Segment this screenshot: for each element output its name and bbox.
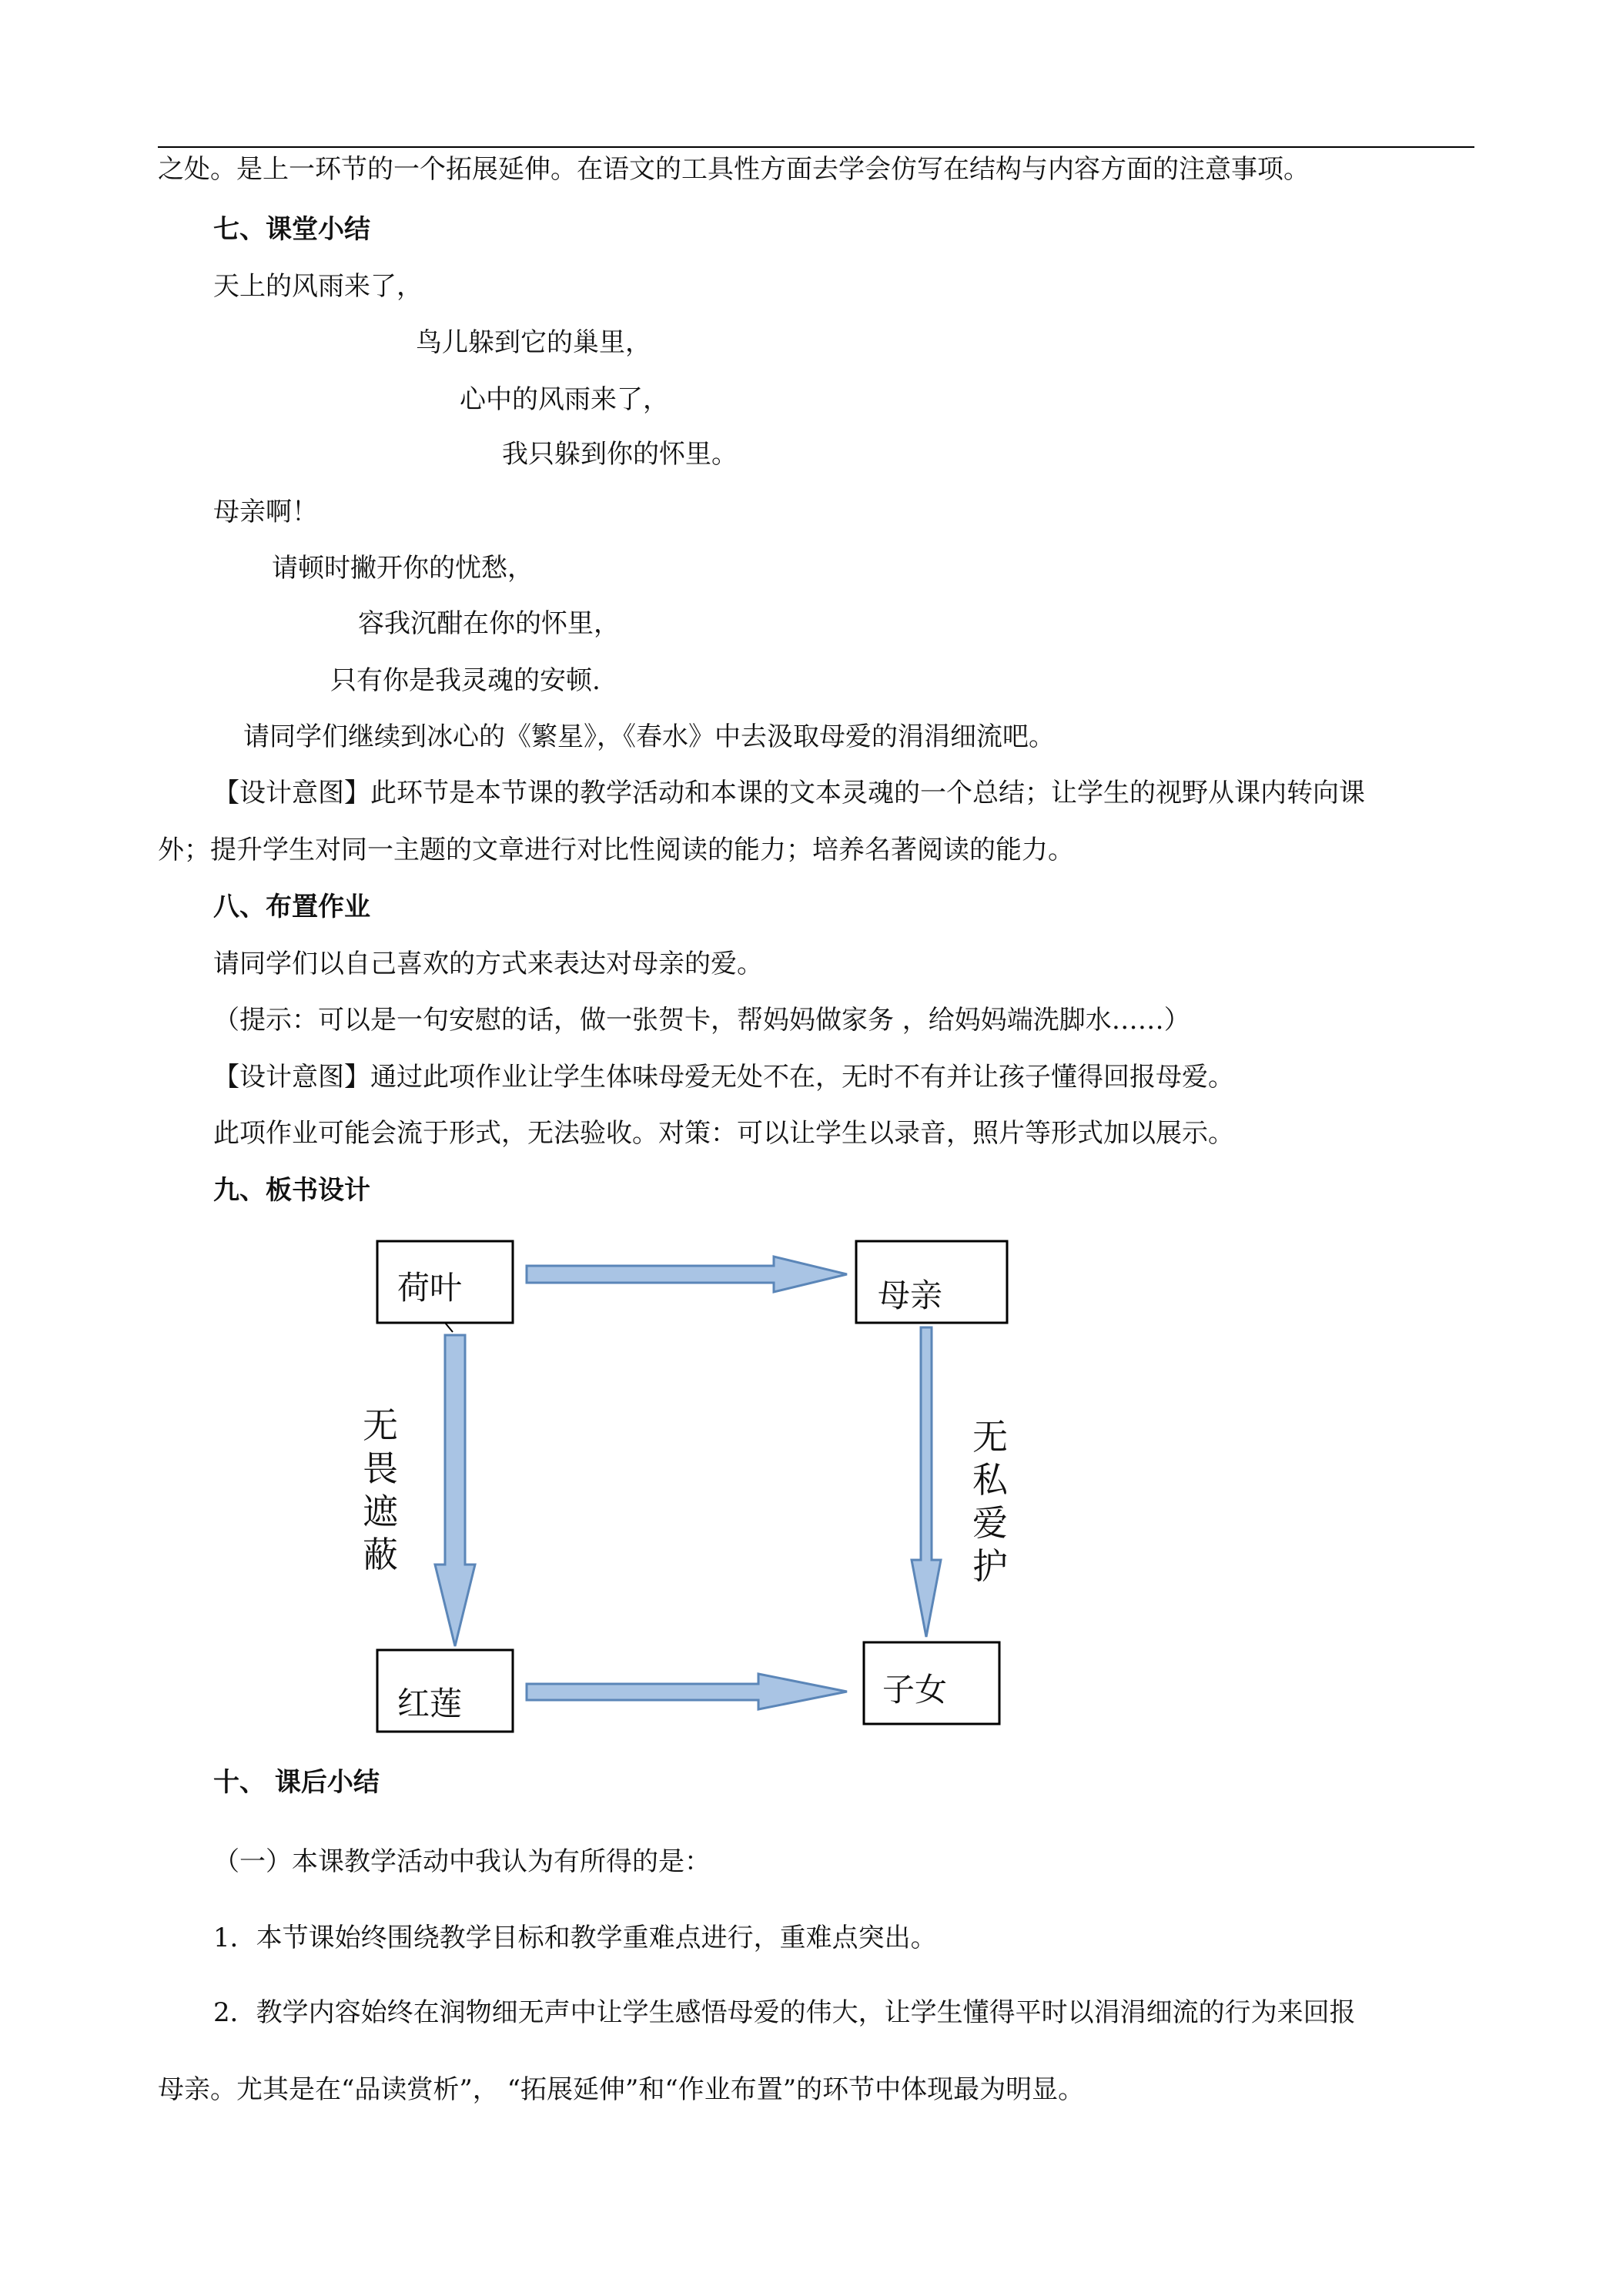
- label-fearless-shelter: 无畏遮蔽: [363, 1404, 398, 1575]
- design-intent-1b: 外；提升学生对同一主题的文章进行对比性阅读的能力；培养名著阅读的能力。: [158, 835, 1074, 865]
- section-heading-9: 九、板书设计: [213, 1175, 370, 1206]
- summary-point-2b: 母亲。尤其是在“品读赏析”， “拓展延伸”和“作业布置”的环节中体现最为明显。: [158, 2074, 1085, 2105]
- arrow-right-down: [912, 1327, 941, 1637]
- section-heading-8: 八、布置作业: [213, 892, 370, 922]
- design-intent-1a: 【设计意图】此环节是本节课的教学活动和本课的文本灵魂的一个总结；让学生的视野从课内转向课: [213, 778, 1365, 808]
- assignment-strategy: 此项作业可能会流于形式，无法验收。对策：可以让学生以录音，照片等形式加以展示。: [213, 1118, 1234, 1149]
- header-rule: [158, 146, 1474, 148]
- section-heading-10: 十、 课后小结: [213, 1767, 380, 1798]
- summary-intro: （一）本课教学活动中我认为有所得的是：: [213, 1846, 711, 1877]
- poem-line-8: 只有你是我灵魂的安顿.: [330, 665, 601, 696]
- connector-line: [445, 1323, 453, 1332]
- label-red-lotus: 红莲: [397, 1685, 463, 1722]
- board-design-diagram: [331, 1224, 1024, 1748]
- paragraph-reading: 请同学们继续到冰心的《繁星》，《春水》中去汲取母爱的涓涓细流吧。: [243, 721, 1055, 752]
- design-intent-2: 【设计意图】通过此项作业让学生体味母爱无处不在，无时不有并让孩子懂得回报母爱。: [213, 1062, 1234, 1093]
- paragraph-intro: 之处。是上一环节的一个拓展延伸。在语文的工具性方面去学会仿写在结构与内容方面的注意事项。: [158, 154, 1310, 185]
- label-children: 子女: [882, 1671, 948, 1709]
- arrow-bottom-right: [527, 1674, 847, 1709]
- poem-line-5: 母亲啊！: [213, 497, 318, 527]
- poem-line-1: 天上的风雨来了，: [213, 271, 423, 302]
- summary-point-1: 1．本节课始终围绕教学目标和教学重难点进行，重难点突出。: [213, 1923, 937, 1953]
- poem-line-3: 心中的风雨来了，: [460, 384, 669, 415]
- section-heading-7: 七、课堂小结: [213, 214, 370, 245]
- summary-point-2a: 2．教学内容始终在润物细无声中让学生感悟母爱的伟大，让学生懂得平时以涓涓细流的行为来回报: [213, 1997, 1356, 2028]
- poem-line-6: 请顿时撇开你的忧愁，: [272, 553, 534, 584]
- arrow-top-right: [527, 1257, 847, 1292]
- arrow-left-down: [435, 1335, 475, 1646]
- poem-line-2: 鸟儿躲到它的巢里，: [416, 327, 651, 358]
- label-selfless-care: 无私爱护: [972, 1416, 1008, 1587]
- assignment-hint: （提示：可以是一句安慰的话，做一张贺卡，帮妈妈做家务 ，给妈妈端洗脚水……）: [213, 1005, 1190, 1036]
- label-lotus-leaf: 荷叶: [397, 1269, 463, 1307]
- label-mother: 母亲: [878, 1277, 943, 1314]
- poem-line-7: 容我沉酣在你的怀里，: [358, 608, 620, 639]
- poem-line-4: 我只躲到你的怀里。: [502, 439, 738, 470]
- assignment-line-1: 请同学们以自己喜欢的方式来表达对母亲的爱。: [213, 949, 763, 979]
